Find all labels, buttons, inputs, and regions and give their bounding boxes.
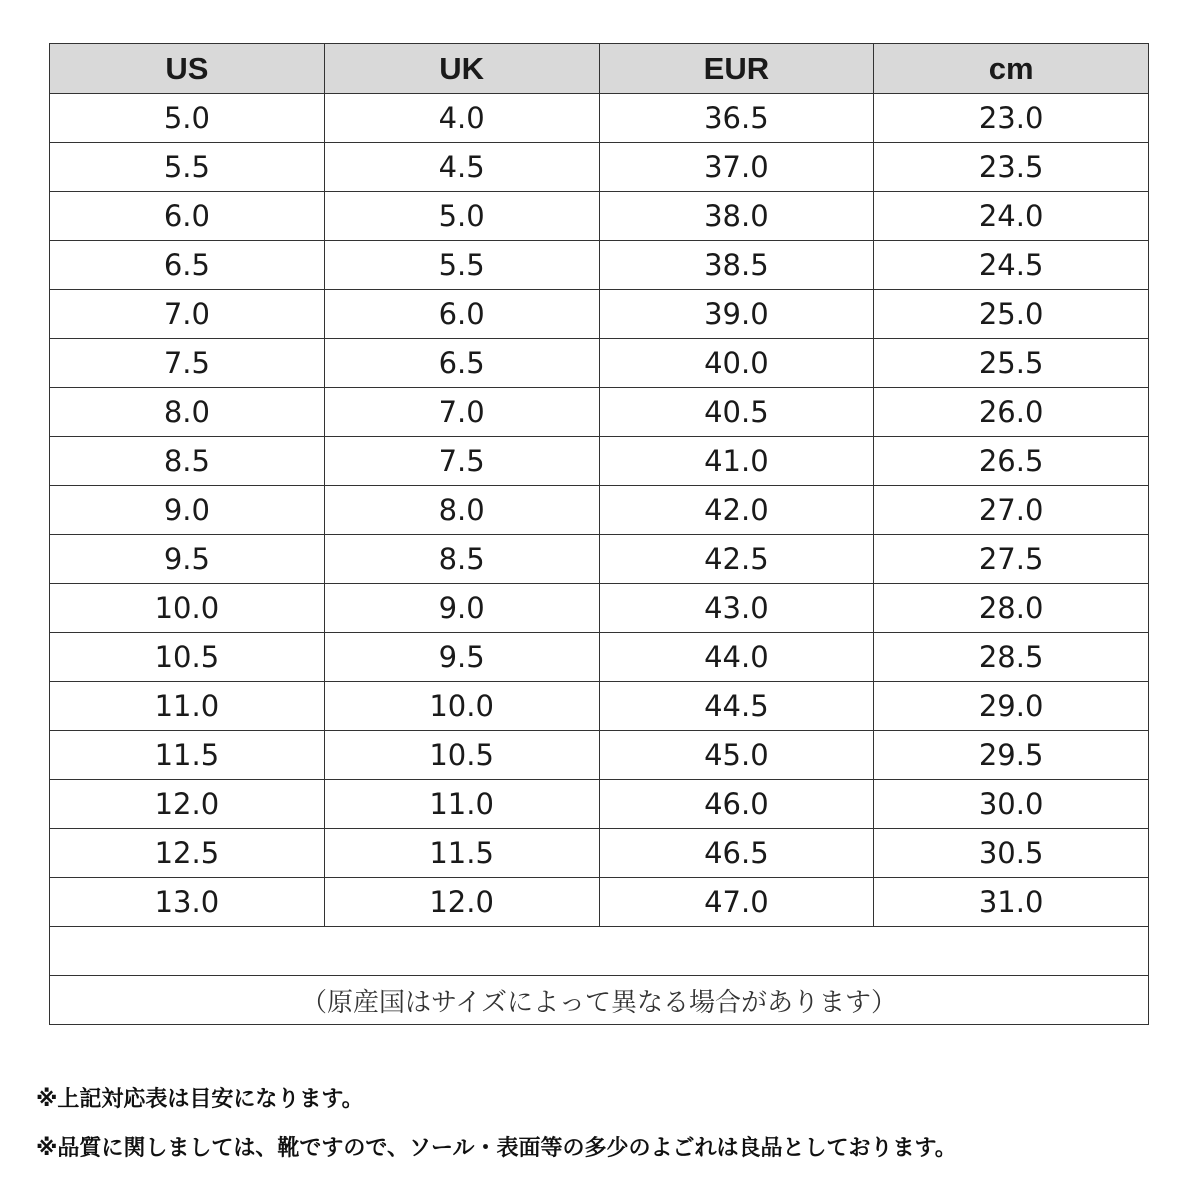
cell-cm: 29.5 xyxy=(874,731,1149,780)
cell-us: 8.0 xyxy=(50,388,325,437)
cell-eur: 42.0 xyxy=(599,486,874,535)
table-row xyxy=(50,437,1149,486)
cell-uk: 5.0 xyxy=(324,192,599,241)
header-us: US xyxy=(50,44,325,94)
cell-uk: 10.0 xyxy=(324,682,599,731)
cell-eur: 46.0 xyxy=(599,780,874,829)
cell-cm: 26.0 xyxy=(874,388,1149,437)
cell-uk: 4.5 xyxy=(324,143,599,192)
table-row xyxy=(50,731,1149,780)
header-uk: UK xyxy=(324,44,599,94)
table-body xyxy=(50,94,1149,1025)
cell-eur: 40.5 xyxy=(599,388,874,437)
cell-eur: 38.0 xyxy=(599,192,874,241)
cell-uk: 5.5 xyxy=(324,241,599,290)
cell-eur: 44.5 xyxy=(599,682,874,731)
cell-cm: 28.0 xyxy=(874,584,1149,633)
cell-us: 12.5 xyxy=(50,829,325,878)
cell-eur: 46.5 xyxy=(599,829,874,878)
cell-us: 5.0 xyxy=(50,94,325,143)
cell-uk: 9.0 xyxy=(324,584,599,633)
cell-us: 11.0 xyxy=(50,682,325,731)
cell-us: 12.0 xyxy=(50,780,325,829)
cell-cm: 24.0 xyxy=(874,192,1149,241)
cell-uk: 6.5 xyxy=(324,339,599,388)
cell-uk: 6.0 xyxy=(324,290,599,339)
cell-us: 5.5 xyxy=(50,143,325,192)
cell-eur: 45.0 xyxy=(599,731,874,780)
table-row xyxy=(50,829,1149,878)
cell-cm: 26.5 xyxy=(874,437,1149,486)
cell-us: 9.0 xyxy=(50,486,325,535)
cell-eur: 43.0 xyxy=(599,584,874,633)
cell-us: 10.5 xyxy=(50,633,325,682)
cell-us: 6.5 xyxy=(50,241,325,290)
cell-cm: 23.5 xyxy=(874,143,1149,192)
table-header-row xyxy=(50,44,1149,94)
cell-eur: 37.0 xyxy=(599,143,874,192)
cell-uk: 9.5 xyxy=(324,633,599,682)
table-row xyxy=(50,878,1149,927)
cell-cm: 31.0 xyxy=(874,878,1149,927)
cell-eur: 44.0 xyxy=(599,633,874,682)
blank-cell xyxy=(50,927,1149,976)
table-row xyxy=(50,633,1149,682)
table-row xyxy=(50,339,1149,388)
table-row xyxy=(50,192,1149,241)
cell-eur: 39.0 xyxy=(599,290,874,339)
cell-us: 6.0 xyxy=(50,192,325,241)
cell-uk: 8.5 xyxy=(324,535,599,584)
origin-note: （原産国はサイズによって異なる場合があります） xyxy=(50,976,1149,1025)
cell-eur: 36.5 xyxy=(599,94,874,143)
table-row xyxy=(50,94,1149,143)
footnote-guideline: ※上記対応表は目安になります。 xyxy=(36,1087,364,1112)
table-row xyxy=(50,290,1149,339)
cell-us: 8.5 xyxy=(50,437,325,486)
cell-us: 7.5 xyxy=(50,339,325,388)
cell-us: 9.5 xyxy=(50,535,325,584)
blank-row xyxy=(50,927,1149,976)
cell-eur: 47.0 xyxy=(599,878,874,927)
table-row xyxy=(50,535,1149,584)
footnote-quality: ※品質に関しましては、靴ですので、ソール・表面等の多少のよごれは良品としております。 xyxy=(36,1136,957,1161)
cell-uk: 8.0 xyxy=(324,486,599,535)
cell-uk: 11.0 xyxy=(324,780,599,829)
cell-us: 10.0 xyxy=(50,584,325,633)
cell-us: 11.5 xyxy=(50,731,325,780)
cell-uk: 10.5 xyxy=(324,731,599,780)
table-row xyxy=(50,388,1149,437)
cell-cm: 25.5 xyxy=(874,339,1149,388)
table-row xyxy=(50,780,1149,829)
cell-uk: 12.0 xyxy=(324,878,599,927)
cell-cm: 27.5 xyxy=(874,535,1149,584)
size-conversion-table xyxy=(49,43,1149,1025)
cell-cm: 24.5 xyxy=(874,241,1149,290)
cell-eur: 38.5 xyxy=(599,241,874,290)
cell-cm: 28.5 xyxy=(874,633,1149,682)
cell-cm: 30.5 xyxy=(874,829,1149,878)
table-row xyxy=(50,486,1149,535)
cell-cm: 23.0 xyxy=(874,94,1149,143)
cell-eur: 41.0 xyxy=(599,437,874,486)
cell-eur: 40.0 xyxy=(599,339,874,388)
cell-eur: 42.5 xyxy=(599,535,874,584)
cell-cm: 27.0 xyxy=(874,486,1149,535)
cell-cm: 29.0 xyxy=(874,682,1149,731)
cell-uk: 7.5 xyxy=(324,437,599,486)
cell-uk: 7.0 xyxy=(324,388,599,437)
cell-uk: 11.5 xyxy=(324,829,599,878)
cell-cm: 30.0 xyxy=(874,780,1149,829)
cell-us: 13.0 xyxy=(50,878,325,927)
table-row xyxy=(50,241,1149,290)
note-row xyxy=(50,976,1149,1025)
cell-uk: 4.0 xyxy=(324,94,599,143)
table-row xyxy=(50,143,1149,192)
header-cm: cm xyxy=(874,44,1149,94)
table-row xyxy=(50,682,1149,731)
cell-cm: 25.0 xyxy=(874,290,1149,339)
header-eur: EUR xyxy=(599,44,874,94)
table-row xyxy=(50,584,1149,633)
cell-us: 7.0 xyxy=(50,290,325,339)
